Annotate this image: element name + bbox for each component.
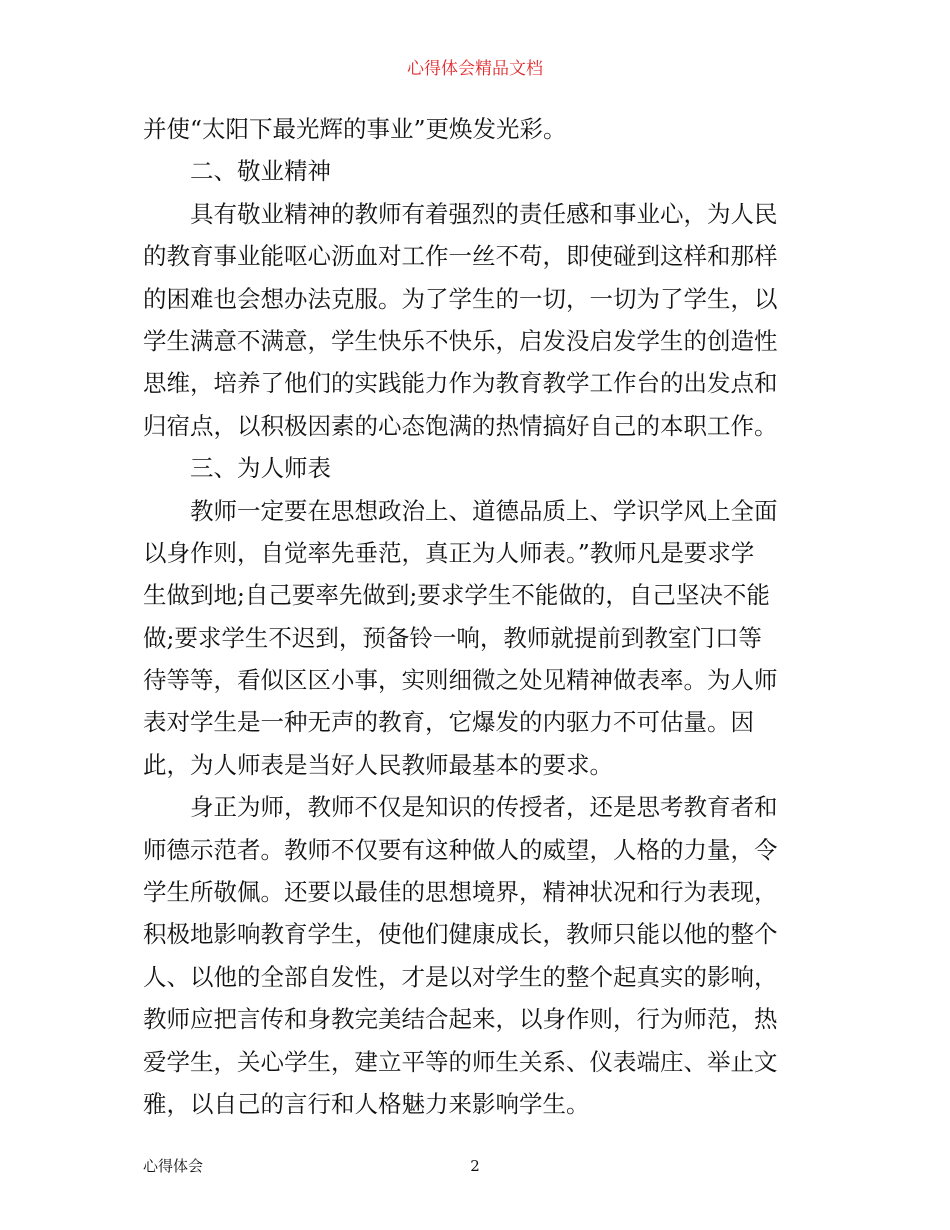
footer-label: 心得体会 — [143, 1157, 204, 1175]
paragraph-line: 思维，培养了他们的实践能力作为教育教学工作台的出发点和 — [143, 369, 778, 398]
paragraph-line: 归宿点，以积极因素的心态饱满的热情搞好自己的本职工作。 — [143, 411, 778, 440]
paragraph-line: 教师应把言传和身教完美结合起来，以身作则，行为师范，热 — [143, 1005, 778, 1034]
section-heading: 二、敬业精神 — [190, 157, 331, 186]
paragraph-line: 生做到地;自己要率先做到;要求学生不能做的，自己坚决不能 — [143, 581, 770, 610]
paragraph-line: 学生满意不满意，学生快乐不快乐，启发没启发学生的创造性 — [143, 326, 778, 355]
paragraph-line: 身正为师，教师不仅是知识的传授者，还是思考教育者和 — [190, 793, 778, 822]
paragraph-line: 爱学生，关心学生，建立平等的师生关系、仪表端庄、举止文 — [143, 1047, 778, 1076]
page-number: 2 — [470, 1157, 480, 1175]
paragraph-line: 的困难也会想办法克服。为了学生的一切，一切为了学生，以 — [143, 284, 778, 313]
paragraph-line: 学生所敬佩。还要以最佳的思想境界，精神状况和行为表现， — [143, 878, 778, 907]
paragraph-line: 师德示范者。教师不仅要有这种做人的威望，人格的力量，令 — [143, 835, 778, 864]
paragraph-line: 做;要求学生不迟到，预备铃一响，教师就提前到教室门口等 — [143, 623, 762, 652]
paragraph-line: 表对学生是一种无声的教育，它爆发的内驱力不可估量。因 — [143, 708, 754, 737]
paragraph-line: 以身作则，自觉率先垂范，真正为人师表。”教师凡是要求学 — [143, 538, 755, 567]
document-body — [143, 108, 811, 1125]
paragraph-line: 待等等，看似区区小事，实则细微之处见精神做表率。为人师 — [143, 666, 778, 695]
paragraph-line: 的教育事业能呕心沥血对工作一丝不苟，即使碰到这样和那样 — [143, 242, 778, 271]
paragraph-line: 雅，以自己的言行和人格魅力来影响学生。 — [143, 1089, 590, 1118]
page-header-title: 心得体会精品文档 — [407, 59, 543, 79]
paragraph-line: 积极地影响教育学生，使他们健康成长，教师只能以他的整个 — [143, 920, 778, 949]
paragraph-line: 此，为人师表是当好人民教师最基本的要求。 — [143, 750, 613, 779]
paragraph-line: 具有敬业精神的教师有着强烈的责任感和事业心，为人民 — [190, 199, 778, 228]
section-heading: 三、为人师表 — [190, 454, 331, 483]
paragraph-line: 教师一定要在思想政治上、道德品质上、学识学风上全面 — [190, 496, 778, 525]
paragraph-line: 并使“太阳下最光辉的事业”更焕发光彩。 — [143, 115, 567, 143]
paragraph-line: 人、以他的全部自发性，才是以对学生的整个起真实的影响， — [143, 962, 778, 991]
